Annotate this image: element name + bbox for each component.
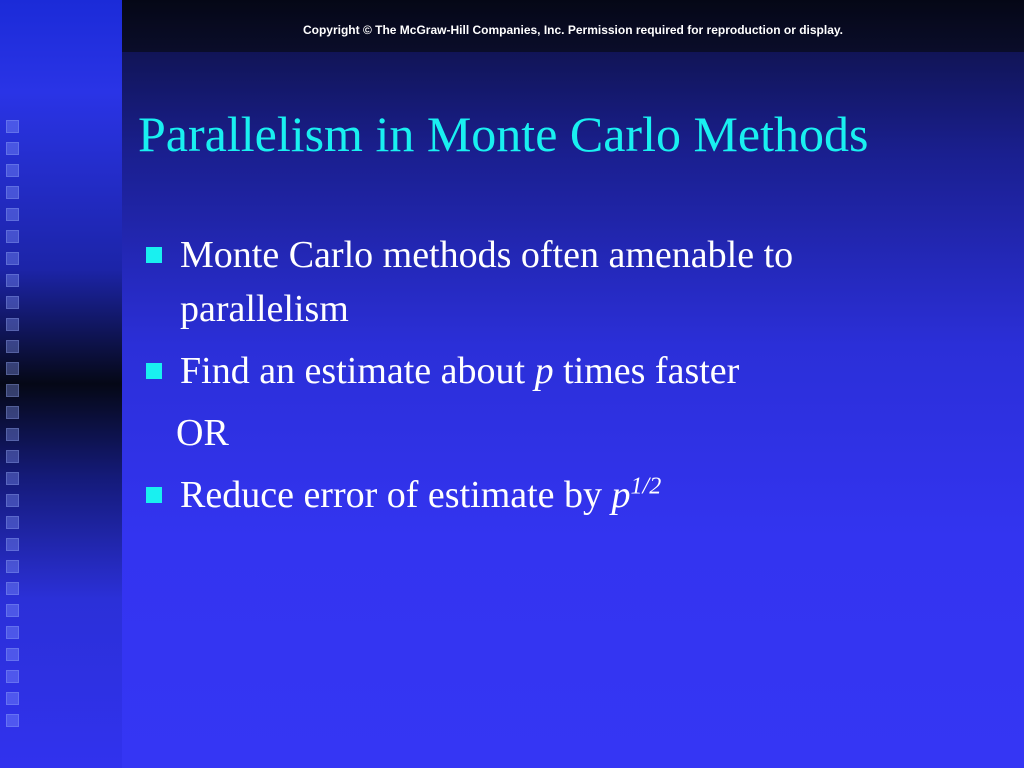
decorative-square bbox=[6, 494, 19, 507]
decorative-square bbox=[6, 318, 19, 331]
bullet-text-2-start: Find an estimate about bbox=[180, 350, 535, 392]
decorative-square bbox=[6, 384, 19, 397]
decorative-squares bbox=[6, 0, 28, 768]
decorative-square bbox=[6, 714, 19, 727]
exponent: 1/2 bbox=[630, 473, 662, 500]
bullet-text-1: Monte Carlo methods often amenable to parallelism bbox=[180, 234, 794, 330]
decorative-square bbox=[6, 692, 19, 705]
decorative-square bbox=[6, 428, 19, 441]
decorative-square bbox=[6, 406, 19, 419]
bullet-item-2 bbox=[144, 344, 964, 398]
decorative-square bbox=[6, 582, 19, 595]
decorative-square bbox=[6, 604, 19, 617]
bullet-text-3: Reduce error of estimate by bbox=[180, 474, 612, 516]
variable-p: p bbox=[611, 474, 631, 516]
decorative-square bbox=[6, 560, 19, 573]
decorative-square bbox=[6, 340, 19, 353]
copyright-notice: Copyright © The McGraw-Hill Companies, Inc. Permission required for reproduction or display. bbox=[302, 23, 844, 37]
decorative-square bbox=[6, 626, 19, 639]
square-bullet-icon bbox=[146, 247, 162, 263]
decorative-square bbox=[6, 362, 19, 375]
decorative-square bbox=[6, 208, 19, 221]
decorative-square bbox=[6, 142, 19, 155]
bullet-item-1 bbox=[144, 228, 964, 336]
left-decorative-band bbox=[0, 0, 122, 768]
or-text: OR bbox=[176, 412, 229, 454]
decorative-square bbox=[6, 296, 19, 309]
decorative-square bbox=[6, 648, 19, 661]
decorative-square bbox=[6, 230, 19, 243]
or-line bbox=[144, 406, 964, 460]
variable-p: p bbox=[534, 350, 554, 392]
decorative-square bbox=[6, 274, 19, 287]
square-bullet-icon bbox=[146, 363, 162, 379]
bullet-text-2-end: times faster bbox=[553, 350, 740, 392]
decorative-square bbox=[6, 516, 19, 529]
decorative-square bbox=[6, 164, 19, 177]
decorative-square bbox=[6, 538, 19, 551]
bullet-list bbox=[144, 228, 964, 530]
decorative-square bbox=[6, 186, 19, 199]
decorative-square bbox=[6, 670, 19, 683]
decorative-square bbox=[6, 120, 19, 133]
bullet-item-3 bbox=[144, 468, 964, 522]
decorative-square bbox=[6, 252, 19, 265]
decorative-square bbox=[6, 472, 19, 485]
slide-title: Parallelism in Monte Carlo Methods bbox=[138, 106, 869, 162]
square-bullet-icon bbox=[146, 487, 162, 503]
decorative-square bbox=[6, 450, 19, 463]
